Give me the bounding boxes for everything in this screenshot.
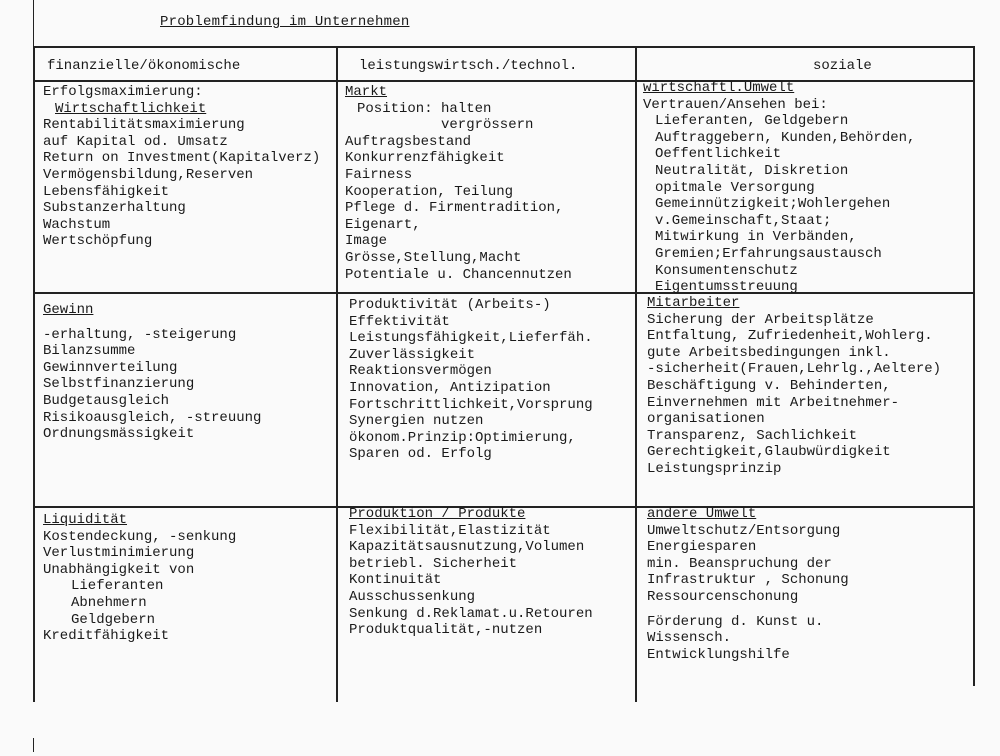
cell-line: Risikoausgleich, -streuung xyxy=(43,409,262,426)
cell-line: Reaktionsvermögen xyxy=(349,363,492,380)
cell-line: Infrastruktur , Schonung xyxy=(647,572,849,589)
cell-line: Gemeinnützigkeit;Wohlergehen xyxy=(655,196,891,213)
cell-employees xyxy=(647,295,941,478)
problem-table xyxy=(33,46,975,702)
cell-line: Gerechtigkeit,Glaubwürdigkeit xyxy=(647,444,891,461)
cell-economic-environment xyxy=(643,80,915,296)
table-border-right xyxy=(973,46,975,686)
cell-market xyxy=(345,84,572,283)
cell-financial-success xyxy=(43,84,320,250)
cell-line: Markt xyxy=(345,84,388,100)
cell-line: Kostendeckung, -senkung xyxy=(43,528,237,545)
cell-line: Mitarbeiter xyxy=(647,295,740,311)
cell-line: Eigentumsstreuung xyxy=(655,279,798,296)
cell-line: Innovation, Antizipation xyxy=(349,379,551,396)
cell-line: Förderung d. Kunst u. xyxy=(647,613,824,630)
cell-line: Lieferanten xyxy=(71,578,164,595)
cell-line: Energiesparen xyxy=(647,539,757,556)
cell-line: Vermögensbildung,Reserven xyxy=(43,166,254,183)
cell-line: Kontinuität xyxy=(349,572,442,589)
cell-line: Umweltschutz/Entsorgung xyxy=(647,522,841,539)
cell-line: Unabhängigkeit von xyxy=(43,561,195,578)
cell-line: Bilanzsumme xyxy=(43,343,136,360)
cell-line: Einvernehmen mit Arbeitnehmer- xyxy=(647,394,900,411)
cell-line: Produktivität (Arbeits-) xyxy=(349,297,551,313)
column-header-technological: leistungswirtsch./technol. xyxy=(359,58,578,74)
cell-line: v.Gemeinschaft,Staat; xyxy=(655,212,832,229)
cell-line: min. Beanspruchung der xyxy=(647,555,832,572)
cell-line: Grösse,Stellung,Macht xyxy=(345,249,522,266)
page-title: Problemfindung im Unternehmen xyxy=(160,14,410,30)
cell-line: Neutralität, Diskretion xyxy=(655,162,849,179)
cell-line: Senkung d.Reklamat.u.Retouren xyxy=(349,605,593,622)
cell-line: Wachstum xyxy=(43,216,111,233)
cell-line: auf Kapital od. Umsatz xyxy=(43,133,228,150)
cell-line: Transparenz, Sachlichkeit xyxy=(647,427,858,444)
cell-line: Ausschussenkung xyxy=(349,588,476,605)
cell-line: Gremien;Erfahrungsaustausch xyxy=(655,245,882,262)
cell-line: Kapazitätsausnutzung,Volumen xyxy=(349,539,585,556)
cell-line: andere Umwelt xyxy=(647,506,757,522)
table-border-left xyxy=(33,46,35,702)
cell-line: Eigenart, xyxy=(345,216,421,233)
left-margin-tick xyxy=(33,738,34,752)
cell-line: Potentiale u. Chancennutzen xyxy=(345,266,572,283)
cell-profit xyxy=(43,302,261,443)
cell-line: -sicherheit(Frauen,Lehrlg.,Aeltere) xyxy=(647,361,942,378)
cell-line: Beschäftigung v. Behinderten, xyxy=(647,377,891,394)
cell-line: Wissensch. xyxy=(647,630,732,647)
cell-line: Geldgebern xyxy=(71,611,156,628)
cell-line: Produktion / Produkte xyxy=(349,506,526,522)
cell-line: Liquidität xyxy=(43,512,128,528)
cell-line: Konkurrenzfähigkeit xyxy=(345,150,505,167)
cell-line: Mitwirkung in Verbänden, xyxy=(655,229,857,246)
cell-line: Erfolgsmaximierung: xyxy=(43,84,203,100)
cell-line: Konsumentenschutz xyxy=(655,262,798,279)
cell-line: Auftragsbestand xyxy=(345,133,472,150)
cell-line: Kooperation, Teilung xyxy=(345,183,514,200)
cell-line: Selbstfinanzierung xyxy=(43,376,195,393)
cell-line: opitmale Versorgung xyxy=(655,179,815,196)
cell-line xyxy=(43,319,261,327)
cell-line: Synergien nutzen xyxy=(349,413,484,430)
cell-line: Entfaltung, Zufriedenheit,Wohlerg. xyxy=(647,328,933,345)
cell-line: Return on Investment(Kapitalverz) xyxy=(43,150,321,167)
left-margin-rule xyxy=(33,0,34,46)
cell-line: Abnehmern xyxy=(71,594,147,611)
cell-other-environment xyxy=(647,506,849,663)
cell-line: Flexibilität,Elastizität xyxy=(349,522,551,539)
cell-line: vergrössern xyxy=(441,117,534,134)
cell-line xyxy=(647,606,849,614)
cell-line: Wertschöpfung xyxy=(43,233,153,250)
cell-line: Zuverlässigkeit xyxy=(349,346,476,363)
cell-line: Sicherung der Arbeitsplätze xyxy=(647,311,874,328)
cell-line: Substanzerhaltung xyxy=(43,200,186,217)
cell-productivity xyxy=(349,297,593,463)
cell-line: Position: halten xyxy=(357,100,492,117)
cell-line: wirtschaftl.Umwelt xyxy=(643,80,795,96)
cell-line: Fortschrittlichkeit,Vorsprung xyxy=(349,396,593,413)
cell-line: -erhaltung, -steigerung xyxy=(43,326,237,343)
cell-line: Ordnungsmässigkeit xyxy=(43,426,195,443)
cell-line: Kreditfähigkeit xyxy=(43,628,170,645)
cell-line: Gewinnverteilung xyxy=(43,359,178,376)
cell-line: Leistungsfähigkeit,Lieferfäh. xyxy=(349,330,593,347)
cell-line: Effektivität xyxy=(349,313,450,330)
cell-line: Wirtschaftlichkeit xyxy=(55,100,207,117)
column-divider-1 xyxy=(336,46,338,702)
cell-line: organisationen xyxy=(647,411,765,428)
cell-line: Rentabilitätsmaximierung xyxy=(43,117,245,134)
cell-line: Image xyxy=(345,233,388,250)
cell-line: betriebl. Sicherheit xyxy=(349,555,518,572)
cell-line: Oeffentlichkeit xyxy=(655,146,782,163)
cell-liquidity xyxy=(43,512,236,645)
cell-line: Pflege d. Firmentradition, xyxy=(345,200,564,217)
cell-line: Verlustminimierung xyxy=(43,545,195,562)
cell-line: Produktqualität,-nutzen xyxy=(349,622,543,639)
cell-line: Sparen od. Erfolg xyxy=(349,446,492,463)
cell-line: Lieferanten, Geldgebern xyxy=(655,113,849,130)
cell-line: Budgetausgleich xyxy=(43,392,170,409)
column-header-financial: finanzielle/ökonomische xyxy=(47,58,241,74)
cell-line: Auftraggebern, Kunden,Behörden, xyxy=(655,129,916,146)
cell-line: Entwicklungshilfe xyxy=(647,646,790,663)
cell-line: Gewinn xyxy=(43,302,94,318)
cell-line: ökonom.Prinzip:Optimierung, xyxy=(349,429,576,446)
cell-line: Lebensfähigkeit xyxy=(43,183,170,200)
cell-production xyxy=(349,506,593,639)
cell-line: Leistungsprinzip xyxy=(647,460,782,477)
cell-line: Fairness xyxy=(345,166,413,183)
cell-line: Vertrauen/Ansehen bei: xyxy=(643,96,828,113)
cell-line: gute Arbeitsbedingungen inkl. xyxy=(647,344,891,361)
column-divider-2 xyxy=(635,46,637,702)
table-border-top xyxy=(33,46,975,48)
cell-line: Ressourcenschonung xyxy=(647,588,799,605)
column-header-social: soziale xyxy=(813,58,872,74)
